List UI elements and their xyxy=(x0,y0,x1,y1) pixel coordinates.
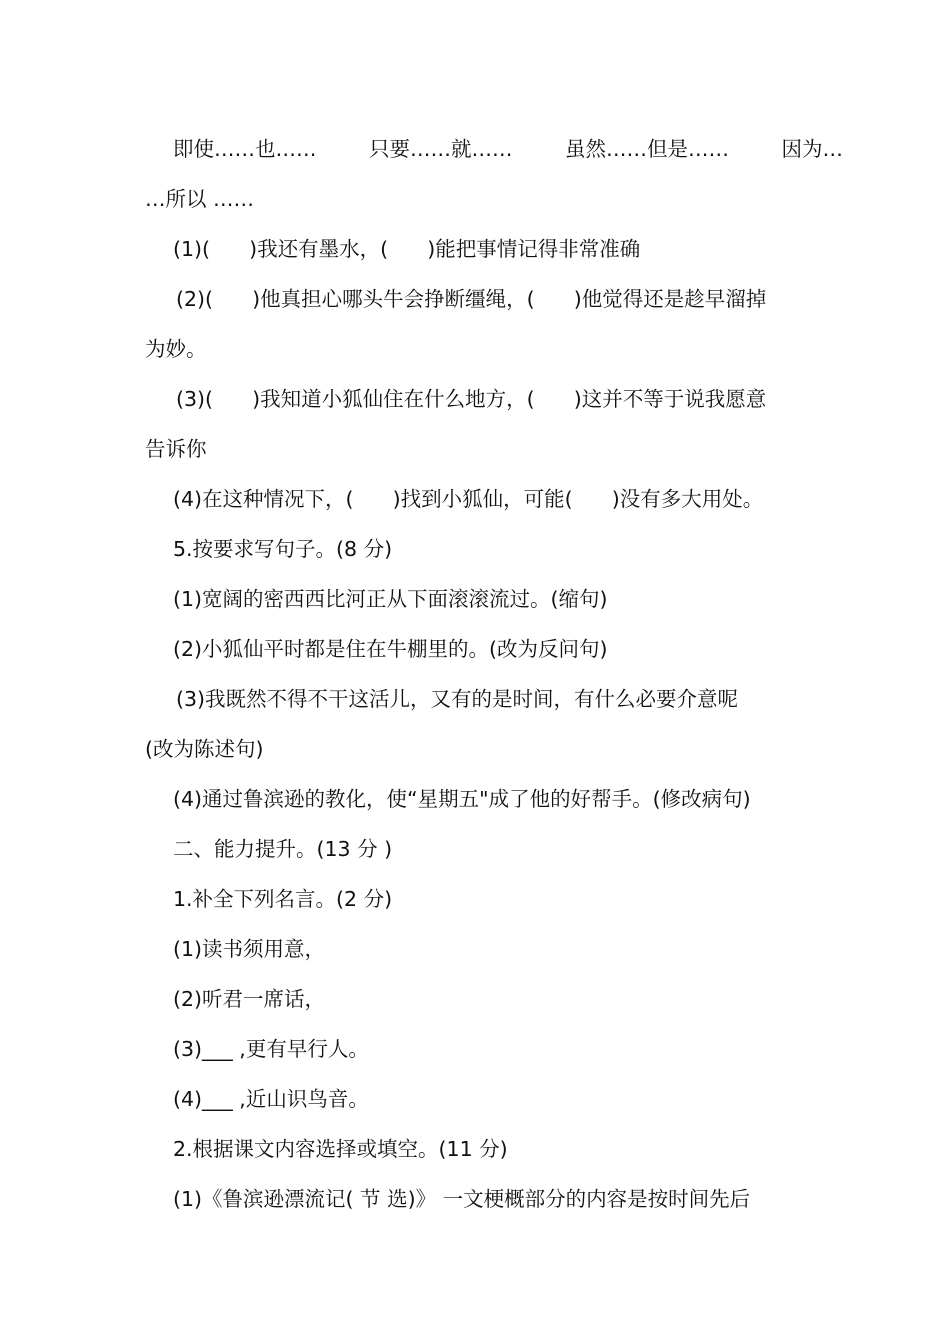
sentence-task-1: (1)宽阔的密西西比河正从下面滚滚流过。(缩句) xyxy=(173,587,608,611)
conjunction-option: 虽然……但是…… xyxy=(565,137,729,161)
fill-blank-item-3-continued: 告诉你 xyxy=(145,437,207,461)
fill-blank-item-3: (3)( )我知道小狐仙住在什么地方，( )这并不等于说我愿意 xyxy=(176,387,767,411)
sentence-task-3-continued: (改为陈述句) xyxy=(145,737,264,761)
conjunction-options xyxy=(145,134,843,164)
conjunction-option: 因为… xyxy=(781,137,843,161)
sentence-task-2: (2)小狐仙平时都是住在牛棚里的。(改为反问句) xyxy=(173,637,608,661)
conjunction-option: 只要……就…… xyxy=(369,137,513,161)
sentence-task-4: (4)通过鲁滨逊的教化，使“星期五"成了他的好帮手。(修改病句) xyxy=(173,787,751,811)
quote-item-3: (3)___ ,更有早行人。 xyxy=(173,1037,369,1061)
quote-item-1: (1)读书须用意， xyxy=(173,937,326,961)
fill-blank-item-4: (4)在这种情况下，( )找到小狐仙，可能( )没有多大用处。 xyxy=(173,487,764,511)
question-heading: 5.按要求写句子。(8 分) xyxy=(173,537,393,561)
question-heading: 1.补全下列名言。(2 分) xyxy=(173,887,393,911)
quote-item-4: (4)___ ,近山识鸟音。 xyxy=(173,1087,369,1111)
section-heading: 二、能力提升。(13 分 ) xyxy=(173,837,393,861)
conjunction-options-continued: …所以 …… xyxy=(145,187,255,211)
conjunction-option: 即使……也…… xyxy=(173,137,317,161)
fill-blank-item-1: (1)( )我还有墨水，( )能把事情记得非常准确 xyxy=(173,237,641,261)
sentence-task-3: (3)我既然不得不干这活儿，又有的是时间，有什么必要介意呢 xyxy=(176,687,739,711)
fill-blank-item-2: (2)( )他真担心哪头牛会挣断缰绳，( )他觉得还是趁早溜掉 xyxy=(176,287,767,311)
reading-item-1: (1)《鲁滨逊漂流记( 节 选)》 一文梗概部分的内容是按时间先后 xyxy=(173,1187,751,1211)
quote-item-2: (2)听君一席话， xyxy=(173,987,326,1011)
question-heading: 2.根据课文内容选择或填空。(11 分) xyxy=(173,1137,508,1161)
fill-blank-item-2-continued: 为妙。 xyxy=(145,337,207,361)
